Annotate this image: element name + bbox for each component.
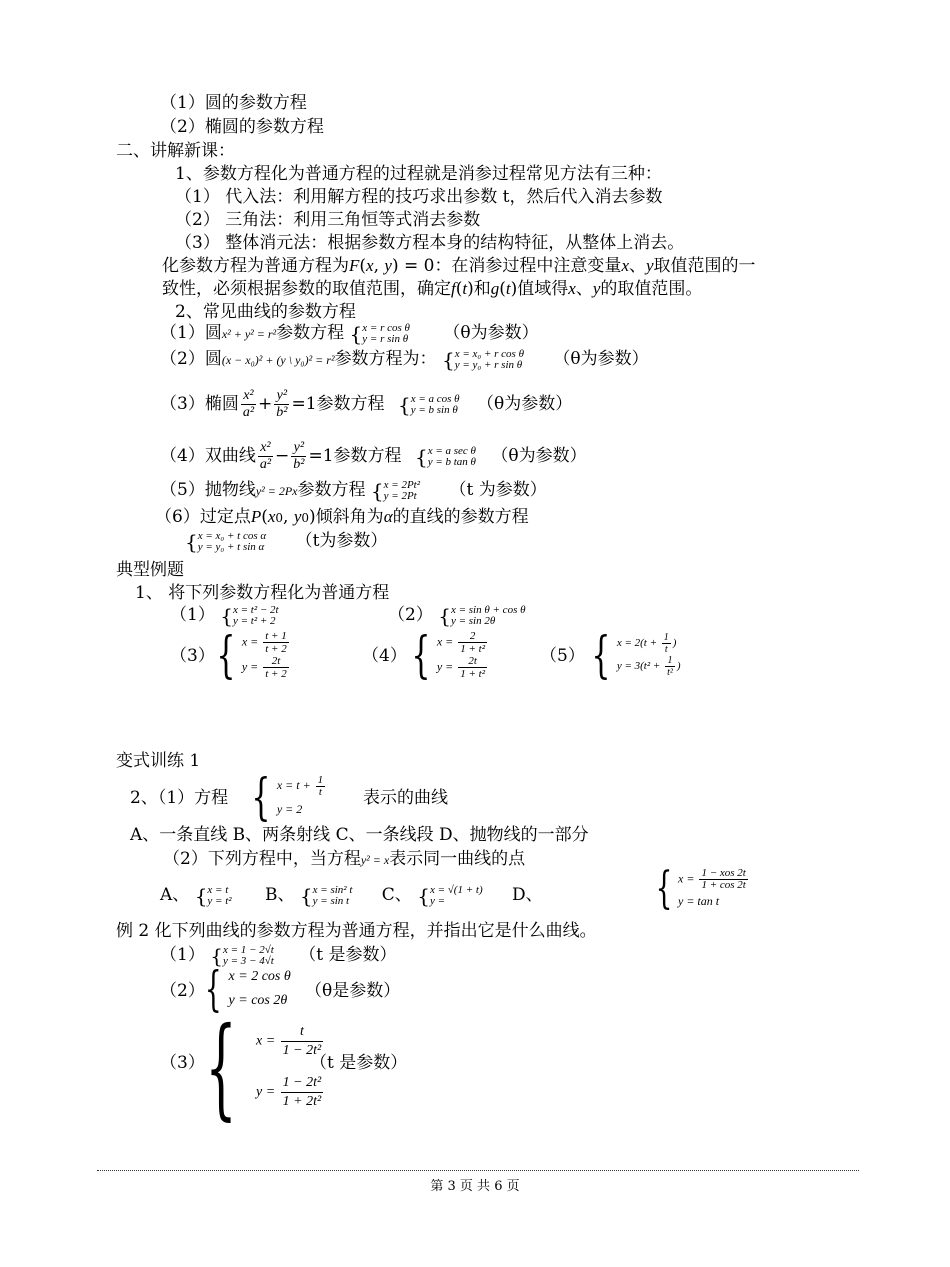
example-2-item-3-system: { x = $\frac{t}{\text{1 − 2t²}}$ y = $\frac{\text{1 − 2t²}}{\text{1 + 2t²}}$ [205, 1003, 322, 1131]
curve-ellipse: （3）椭圆 $\frac{\text{x²}}{\text{a²}}$ + $\frac{\text{y²}}{\text{b²}}$ =1参数方程 { x = a cos θ y = b sin θ （θ为参数） [160, 388, 573, 420]
example-2-item-2-system: { x = 2 cos θ y = cos 2θ [204, 961, 291, 1017]
drill-options-a: A、一条直线 B、两条射线 C、一条线段 D、抛物线的一部分 [130, 825, 589, 845]
example-1-1: （1） { x = t² − 2t y = t² + 2 [170, 603, 279, 628]
curve-parabola: （5）抛物线y² = 2Px参数方程 { x = 2Pt² y = 2Pt （t 为参数） [160, 478, 547, 503]
method-2: （2） 三角法：利用三角恒等式消去参数 [175, 210, 481, 230]
method-1: （1） 代入法：利用解方程的技巧求出参数 t，然后代入消去参数 [175, 187, 663, 207]
example-2-heading: 例 2 化下列曲线的参数方程为普通方程，并指出它是什么曲线。 [116, 921, 597, 941]
example-1-4-system: { x = $\frac{2}{\text{1 + t²}}$ y = $\frac{2t}{\text{1 + t²}}$ [411, 626, 486, 684]
curve-circle-general: （2）圆(x − x₀)² + (y \ y₀)² = r²参数方程为： { x = x₀ + r cos θ y = y₀ + r sin θ （θ为参数） [160, 347, 649, 372]
note-line-1: 化参数方程为普通方程为F(x, y) = 0：在消参过程中注意变量x、y取值范围的一 [162, 256, 756, 276]
drill-option-d-system: { x = $\frac{\text{1 − xos 2t}}{1 + \cos 2t}$ y = tan t [655, 863, 746, 914]
drill-q2-1-system: { x = t + $\frac{1}{t}$ y = 2 [251, 768, 324, 826]
drill-q2-1-tail: 表示的曲线 [363, 788, 448, 808]
curve-hyperbola: （4）双曲线 $\frac{\text{x²}}{\text{a²}}$ − $\frac{\text{y²}}{\text{b²}}$ =1参数方程 { x = a sec θ y = b tan θ （θ为参数） [160, 440, 587, 472]
example-1-prompt: 1、 将下列参数方程化为普通方程 [135, 583, 390, 603]
example-2-item-3: （3） [160, 1053, 205, 1073]
example-1-5-system: { x = 2(t + $\frac{1}{t}$ ) y = 3(t² + $\frac{1}{\text{t²}}$ ) [591, 626, 681, 684]
note-line-2: 致性，必须根据参数的取值范围，确定f(t)和g(t)值域得x、y的取值范围。 [162, 279, 703, 299]
example-1-4: （4） [362, 646, 407, 666]
example-1-3-system: { x = $\frac{t + 1}{t + 2}$ y = $\frac{2t}{t + 2}$ [216, 626, 287, 684]
example-1-5: （5） [540, 646, 585, 666]
example-2-item-2: （2） [160, 981, 205, 1001]
method-intro: 1、参数方程化为普通方程的过程就是消参过程常见方法有三种： [175, 164, 662, 184]
drill-q2-2: （2）下列方程中，当方程y² = x表示同一曲线的点 [163, 849, 526, 869]
review-item-2: （2）椭圆的参数方程 [160, 117, 324, 137]
example-2-item-3-param: （t 是参数） [310, 1053, 408, 1073]
example-2-item-2-param: （θ是参数） [305, 981, 401, 1001]
drill-q2-1: 2、（1）方程 [130, 788, 229, 808]
curve-circle: （1）圆x² + y² = r²参数方程 { x = r cos θ y = r sin θ （θ为参数） [160, 321, 539, 346]
curve-line-system: { x = x₀ + t cos α y = y₀ + t sin α （t为参数） [185, 529, 388, 554]
page-number: 第 3 页 共 6 页 [430, 1179, 520, 1194]
curves-heading: 2、常见曲线的参数方程 [175, 302, 356, 322]
method-3: （3） 整体消元法：根据参数方程本身的结构特征，从整体上消去。 [175, 233, 685, 253]
example-1-3: （3） [170, 646, 215, 666]
drill-options-b: A、 { x = t y = t² B、 { x = sin² t y = sin t C、 { x = √(1 + t) y = D、 [160, 883, 543, 908]
footer-divider [97, 1170, 859, 1171]
example-1-2: （2） { x = sin θ + cos θ y = sin 2θ [388, 603, 526, 628]
examples-heading: 典型例题 [116, 560, 184, 580]
example-2-item-1: （1） { x = 1 − 2√t y = 3 − 4√t （t 是参数） [160, 943, 397, 968]
review-item-1: （1）圆的参数方程 [160, 93, 307, 113]
drill-heading: 变式训练 1 [116, 751, 201, 771]
curve-line: （6）过定点P(x0, y0)倾斜角为α的直线的参数方程 [155, 507, 529, 527]
section-heading: 二、讲解新课： [116, 141, 235, 161]
